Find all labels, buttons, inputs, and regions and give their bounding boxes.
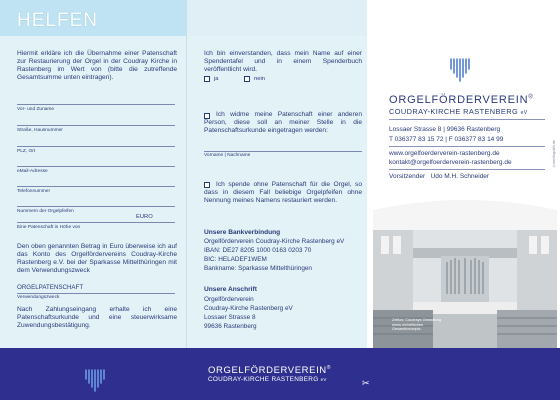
field-line-street[interactable] (17, 125, 175, 126)
options-panel (186, 0, 366, 348)
currency-label: EURO (136, 214, 153, 220)
address-line-4: 99636 Rastenberg (204, 323, 257, 330)
other-name-label: Vorname | Nachname (204, 153, 251, 158)
purpose-value: ORGELPATENSCHAFT (17, 284, 84, 291)
credit-text: ©benitografik.de (552, 140, 556, 168)
org-name: ORGELFÖRDERVEREIN® (389, 94, 534, 106)
checkbox-nein[interactable] (244, 76, 250, 82)
field-line-email[interactable] (17, 166, 175, 167)
field-label-phone: Telefonnummer (17, 189, 51, 194)
donation-text: Ich spende ohne Patenschaft für die Orgel, so dass in diesem Fall beliebige Orgelpfeifen ohne Nennung meines Namens restauriert werden. (204, 181, 362, 205)
address-line-1: Orgelförderverein (204, 296, 254, 303)
organ-pipes-logo-icon (449, 55, 471, 85)
field-line-city[interactable] (17, 146, 175, 147)
bank-line-2: IBAN: DE27 8205 1000 0163 0203 70 (204, 247, 312, 254)
divider (389, 146, 545, 147)
email-link[interactable]: kontakt@orgelfoerderverein-rastenberg.de (389, 159, 512, 166)
field-line-phone[interactable] (17, 186, 175, 187)
footer-org-name: ORGELFÖRDERVEREIN® (208, 365, 332, 377)
field-label-name: Vor- und Zuname (17, 107, 55, 112)
divider (389, 169, 545, 170)
bank-line-4: Bankname: Sparkasse Mittelthüringen (204, 265, 312, 272)
transfer-note: Den oben genannten Betrag in Euro überweise ich auf das Konto des Orgelfördervereins Coudray-Kirche Rastenberg e.V. bei der Sparkasse Mittelthüringen mit dem Verwendungszweck (17, 243, 177, 275)
form-panel (0, 0, 186, 348)
address-heading: Unsere Anschrift (204, 286, 257, 293)
photo-caption: Zeitlos: Coudrays Gestaltung eines einheitlichen Gesamtkonzepts (392, 318, 441, 332)
label-nein: nein (254, 76, 265, 82)
field-line-name[interactable] (17, 104, 175, 105)
field-label-pipes: Nummern der Orgelpfeifen (17, 209, 74, 214)
bank-line-3: BIC: HELADEF1WEM (204, 256, 267, 263)
address-line-3: Lossaer Strasse 8 (204, 314, 256, 321)
field-line-other-name[interactable] (204, 151, 362, 152)
label-ja: ja (214, 76, 219, 82)
contact-address: Lossaer Strasse 8 | 99636 Rastenberg (389, 126, 501, 133)
divider (389, 119, 545, 120)
chair: Vorsitzender Udo M.H. Schneider (389, 173, 490, 180)
address-line-2: Coudray-Kirche Rastenberg eV (204, 305, 293, 312)
receipt-note: Nach Zahlungseingang erhalte ich eine Patenschaftsurkunde und eine steuerwirksame Zuwendungsbestätigung. (17, 306, 177, 330)
scissors-icon: ✂ (362, 378, 370, 388)
org-subtitle: COUDRAY-KIRCHE RASTENBERG eV (389, 107, 528, 116)
page-title: HELFEN (17, 10, 98, 31)
organization-panel (367, 0, 560, 348)
field-label-street: Straße, Hausnummer (17, 128, 63, 133)
column-banner (187, 0, 367, 36)
checkbox-ja[interactable] (204, 76, 210, 82)
intro-text: Hiermit erkläre ich die Übernahme einer Patenschaft zur Restaurierung der Orgel in der Coudray Kirche in Rastenberg im Wert von (bitte die zutreffende Gesamtsumme unten eintragen). (17, 50, 177, 82)
footer-org-subtitle: COUDRAY-KIRCHE RASTENBERG eV (208, 376, 327, 383)
bank-heading: Unsere Bankverbindung (204, 229, 281, 236)
field-label-amount: Eine Patenschaft in Höhe von (17, 225, 81, 230)
field-label-city: PLZ, Ort (17, 149, 36, 154)
other-person-text: Ich widme meine Patenschaft einer anderen Person, diese soll an meiner Stelle in die Patenschaftsurkunde eingetragen werden: (204, 111, 362, 135)
contact-phone: T 036377 83 15 72 | F 036377 83 14 99 (389, 136, 504, 143)
purpose-label: Verwendungszweck (17, 295, 60, 300)
field-line-amount[interactable] (17, 222, 175, 223)
field-label-email: eMail-Adresse (17, 169, 48, 174)
website-link[interactable]: www.orgelfoerderverein-rastenberg.de (389, 150, 500, 157)
organ-pipes-logo-footer-icon (84, 366, 106, 394)
field-line-purpose[interactable] (17, 293, 175, 294)
field-line-pipes[interactable] (17, 206, 175, 207)
bank-line-1: Orgelförderverein Coudray-Kirche Rastenberg eV (204, 238, 345, 245)
consent-text: Ich bin einverstanden, dass mein Name auf einer Spendentafel und in einem Spenderbuch veröffentlicht wird. (204, 50, 362, 74)
